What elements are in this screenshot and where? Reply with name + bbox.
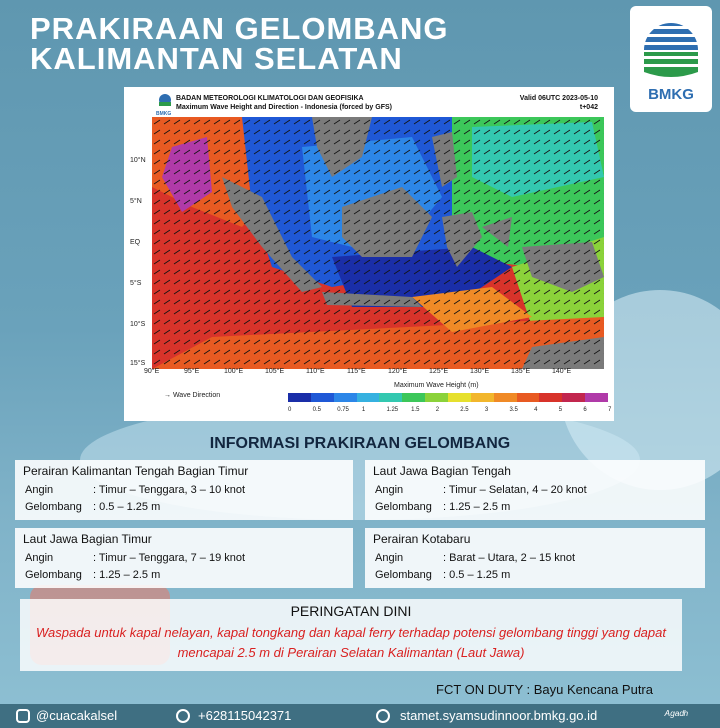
colorbar-tick-label: 0.75 (337, 407, 349, 413)
colorbar-tick-label: 2.5 (460, 407, 469, 413)
wave-row: Gelombang : 0.5 – 1.25 m (375, 569, 511, 581)
wind-row: Angin : Timur – Tenggara, 3 – 10 knot (25, 484, 246, 496)
bmkg-emblem-icon (630, 6, 712, 86)
whatsapp-icon (176, 709, 190, 723)
wave-map-card (124, 87, 614, 421)
lon-label: 110°E (306, 368, 325, 375)
globe-icon (376, 709, 390, 723)
early-warning-box (20, 599, 682, 671)
warning-title: PERINGATAN DINI (290, 603, 412, 619)
wind-row: Angin : Timur – Tenggara, 7 – 19 knot (25, 552, 246, 564)
colorbar-swatch (288, 393, 311, 402)
map-organization: BADAN METEOROLOGI KLIMATOLOGI DAN GEOFISIKA (176, 95, 364, 102)
lon-label: 115°E (347, 368, 366, 375)
wind-row: Angin : Timur – Selatan, 4 – 20 knot (375, 484, 587, 496)
colorbar-swatch (357, 393, 380, 402)
lat-label: 5°N (130, 198, 142, 205)
colorbar-swatch (539, 393, 562, 402)
colorbar-swatch (585, 393, 608, 402)
map-subtitle: Maximum Wave Height and Direction - Indonesia (forced by GFS) (176, 104, 392, 111)
lon-label: 125°E (429, 368, 449, 375)
map-forecast-step: t+042 (579, 104, 598, 111)
info-section-title: INFORMASI PRAKIRAAN GELOMBANG (209, 435, 511, 452)
wave-row: Gelombang : 1.25 – 2.5 m (375, 501, 511, 513)
area-card (365, 460, 705, 520)
colorbar-tick-label: 0 (288, 407, 292, 413)
instagram-handle[interactable]: @cuacakalsel (36, 708, 118, 723)
colorbar-tick-label: 3.5 (509, 407, 518, 413)
bmkg-logo (630, 6, 712, 112)
colorbar-swatch (494, 393, 517, 402)
lon-label: 90°E (144, 368, 160, 375)
bmkg-mini-logo-icon (158, 93, 172, 111)
colorbar-tick-label: 0.5 (312, 407, 321, 413)
wind-row: Angin : Barat – Utara, 2 – 15 knot (375, 552, 576, 564)
wave-height-map (152, 117, 604, 369)
colorbar-swatch (334, 393, 357, 402)
colorbar-tick-label: 6 (583, 407, 587, 413)
area-name: Perairan Kalimantan Tengah Bagian Timur (23, 464, 249, 478)
arrow-icon: → (164, 392, 173, 399)
lon-label: 140°E (552, 368, 572, 375)
colorbar-swatch (402, 393, 425, 402)
wave-field-graphic (152, 117, 604, 369)
colorbar-tick-label: 2 (435, 407, 440, 413)
colorbar-swatch (425, 393, 448, 402)
area-name: Laut Jawa Bagian Tengah (373, 464, 511, 478)
lat-label: 10°N (130, 157, 146, 164)
colorbar-swatch (311, 393, 334, 402)
colorbar-swatch (448, 393, 471, 402)
signature-mark: ᴬᵍᵃᵈʰ (664, 708, 688, 722)
area-name: Laut Jawa Bagian Timur (23, 532, 152, 546)
colorbar-swatch (562, 393, 585, 402)
colorbar-tick-label: 1.25 (386, 407, 399, 413)
lon-label: 135°E (511, 368, 531, 375)
colorbar-tick-label: 3 (484, 407, 489, 413)
area-card (15, 460, 353, 520)
colorbar-tick-label: 4 (534, 407, 538, 413)
colorbar-swatch (471, 393, 494, 402)
colorbar-title: Maximum Wave Height (m) (394, 382, 479, 389)
page-title: PRAKIRAAN GELOMBANG KALIMANTAN SELATAN (30, 11, 449, 76)
colorbar (288, 393, 608, 402)
lon-label: 105°E (265, 368, 285, 375)
lon-label: 100°E (224, 368, 244, 375)
map-valid-time: Valid 06UTC 2023-05-10 (519, 95, 598, 102)
logo-text: BMKG (648, 86, 694, 103)
website-link[interactable]: stamet.syamsudinnoor.bmkg.go.id (400, 708, 598, 723)
lon-label: 120°E (388, 368, 408, 375)
lat-label: 15°S (130, 360, 146, 367)
area-card (365, 528, 705, 588)
colorbar-tick-label: 1 (361, 407, 366, 413)
colorbar-tick-label: 1.5 (411, 407, 420, 413)
colorbar-swatch (379, 393, 402, 402)
area-card (15, 528, 353, 588)
colorbar-tick-label: 7 (608, 407, 612, 413)
instagram-icon (16, 709, 30, 723)
wave-direction-legend: → Wave Direction (164, 392, 221, 399)
lat-label: EQ (130, 239, 141, 246)
whatsapp-number[interactable]: +628115042371 (198, 708, 292, 723)
lon-label: 95°E (184, 368, 200, 375)
footer-bar (0, 704, 720, 728)
forecaster-on-duty: FCT ON DUTY : Bayu Kencana Putra (436, 682, 653, 697)
warning-text: Waspada untuk kapal nelayan, kapal tongkang dan kapal ferry terhadap potensi gelombang tinggi yang dapat mencapai 2.5 m di Perairan Selatan Kalimantan (Laut Jawa) (36, 625, 666, 660)
wave-row: Gelombang : 0.5 – 1.25 m (25, 501, 161, 513)
colorbar-swatch (517, 393, 540, 402)
lon-label: 130°E (470, 368, 490, 375)
mini-logo-text: BMKG (156, 111, 172, 117)
lat-label: 10°S (130, 321, 146, 328)
wave-row: Gelombang : 1.25 – 2.5 m (25, 569, 161, 581)
lat-label: 5°S (130, 280, 142, 287)
colorbar-tick-label: 5 (558, 407, 563, 413)
area-name: Perairan Kotabaru (373, 532, 471, 546)
